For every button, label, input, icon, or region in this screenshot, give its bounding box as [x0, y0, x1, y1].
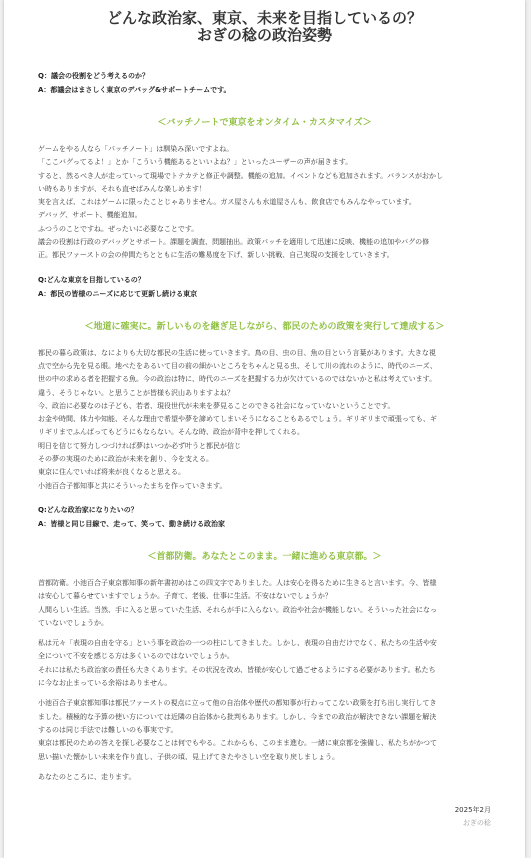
answer-1: A：都議会はまさしく東京のデバッグ&サポートチームです。 [38, 86, 231, 94]
text-line: 正。都民ファーストの会の仲間たちとともに生活の難易度を下げ、新しい挑戦、自己実現の支援をしていきます。 [38, 251, 394, 260]
page-title-line-2: おぎの稔の政治姿勢 [196, 26, 332, 44]
section-3-paragraph-1 [38, 577, 491, 630]
question-2: Q:どんな東京を目指しているの？ [38, 275, 145, 284]
text-line: 首都防衛。小池百合子東京都知事の新年書初めはこの四文字でありました。人は安心を得るために生きると言います。今、皆様 [38, 578, 437, 587]
text-line: 違う、そうじゃない。と思うことが皆様も沢山ありますよね？ [38, 388, 234, 397]
text-line: ふつうのことですね。ぜったいに必要なことです。 [38, 224, 199, 233]
text-line: その夢の実現のために政治が未来を創り、今を支える。 [38, 455, 213, 464]
author-signature: おぎの稔 [463, 819, 491, 828]
text-line: 人間らしい生活。当然、手に入ると思っていた生活、それらが手に入らない。政治や社会が機能しない。そういった社会になっ [38, 605, 437, 614]
section-2-body [38, 347, 491, 493]
section-heading-2: ＜地道に確実に。新しいものを継ぎ足しながら、都民のための政策を実行して達成する＞ [84, 321, 445, 332]
text-line: するのは同じ手法では難しいのも事実です。 [38, 725, 178, 734]
question-1: Q：議会の役割をどう考えるのか？ [38, 72, 149, 80]
text-line: 全について不安を感じる方は多くいるのではないでしょうか。 [38, 652, 234, 661]
section-3-paragraph-3 [38, 697, 491, 763]
document-body [4, 69, 525, 830]
text-line: 今、政治に必要なのは子ども、若者、現役世代が未来を夢見ることのできる社会になっていないということです。 [38, 401, 395, 410]
text-line: 思い描いた懐かしい未来を作り直し、子供の頃、見上げてきたやさしい空を取り戻しましょう。 [38, 752, 339, 761]
text-line: 実を言えば、これはゲームに限ったことじゃありません。ガス屋さんも水道屋さんも、飲食店でもみんなやっています。 [38, 198, 416, 207]
answer-3: A：皆様と同じ目線で、走って、笑って、動き続ける政治家 [38, 519, 225, 528]
section-3-paragraph-2 [38, 637, 491, 690]
section-heading-1: ＜バッチノートで東京をオンタイム・カスタマイズ＞ [157, 118, 372, 128]
text-line: ゲームをやる人なら「パッチノート」は馴染み深いですよね。 [38, 145, 234, 153]
text-line: 私は元々「表現の自由を守る」という事を政治の一つの柱にしてきました。しかし、表現の自由だけでなく、私たちの生活や安 [38, 639, 437, 648]
text-line: 小池百合子都知事と共にそういったまちを作っていきます。 [38, 481, 227, 490]
text-line: 「ここバグってるよ！」とか「こういう機能あるといいよね？」といったユーザーの声が届きます。 [38, 158, 353, 167]
answer-2: A：都民の皆様のニーズに応じて更新し続ける東京 [38, 289, 198, 298]
document-page [4, 0, 525, 858]
text-line: お金や時間、体力や知能、そんな理由で希望や夢を諦めてしまいそうになることもあるでしょう。ギリギリまで頑張っても、ギ [38, 415, 437, 424]
page-title-line-1: どんな政治家、東京、未来を目指しているの？ [106, 9, 422, 27]
text-line: い時もありますが、それも直せばみんな楽しめます！ [38, 184, 206, 193]
text-line: 世の中の求める者を把握する魚。今の政治は特に、時代のニーズを把握する力が欠けているのではないかと私は考えています。 [38, 375, 437, 384]
text-line: あなたのところに、走ります。 [38, 772, 136, 781]
text-line: 都民の暮ら政策は、なによりも大切な都民の生活に使っていきます。鳥の目、虫の目、魚の目という言葉があります。大きな視 [38, 348, 436, 357]
section-heading-3: ＜首都防衛。あなたとこのまま。一緒に進める東京都。＞ [147, 551, 382, 562]
text-line: それには私たち政治家の責任も大きくあります。その状況を改め、皆様が安心して過ごせるようにする必要があります。私たち [38, 665, 436, 674]
text-line: 小池百合子東京都知事は都民ファーストの視点に立って他の自治体や歴代の都知事が行わってこない政策を打ち出し実行してき [38, 699, 437, 708]
page-title [4, 10, 525, 44]
document-date: 2025年2月 [454, 806, 491, 815]
text-line: すると、然るべき人が走っていって現場でトテカテと修正や調整。機能の追加。イベントなども追加されます。バランスがおかし [38, 171, 443, 180]
text-line: ていないでしょうか。 [38, 618, 108, 627]
text-line: リギリまでふんばってもどうにもならない。そんな時、政治が背中を押してくれる。 [38, 428, 304, 437]
text-line: は安心して暮らせていますでしょうか。子育て、老後、仕事に生活。不安はないでしょうか？ [38, 592, 332, 601]
section-1-body [38, 143, 491, 263]
closing-line [38, 771, 491, 784]
text-line: 東京は都民のための答えを探し必要なことは何でもやる。これからも、このまま進む。一緒に東京都を強備し、私たちがかつて [38, 739, 437, 748]
text-line: 明日を信じて努力しつづければ夢はいつか必ず叶うと都民が信じ [38, 441, 241, 450]
text-line: に今なお止まっている余裕はありません。 [38, 679, 172, 688]
text-line: デバッグ、サポート、機能追加。 [38, 211, 142, 220]
text-line: 東京に住んでいれば将来が良くなると思える。 [38, 468, 185, 477]
text-line: ました。積極的な予算の使い方については近隣の自治体から批判もあります。しかし、今までの政治が解決できない課題を解決 [38, 712, 437, 721]
text-line: 議会の役割は行政のデバッグとサポート。課題を調査、問題抽出。政策パッチを適用して迅速に反映、機能の追加やバグの修 [38, 238, 430, 247]
text-line: 点で空から先を見る眼。地べたをあるいて目の前の細かいところをちゃんと見る虫、そして川の流れのように、時代のニーズ、 [38, 361, 437, 370]
question-3: Q:どんな政治家になりたいの？ [38, 505, 138, 514]
